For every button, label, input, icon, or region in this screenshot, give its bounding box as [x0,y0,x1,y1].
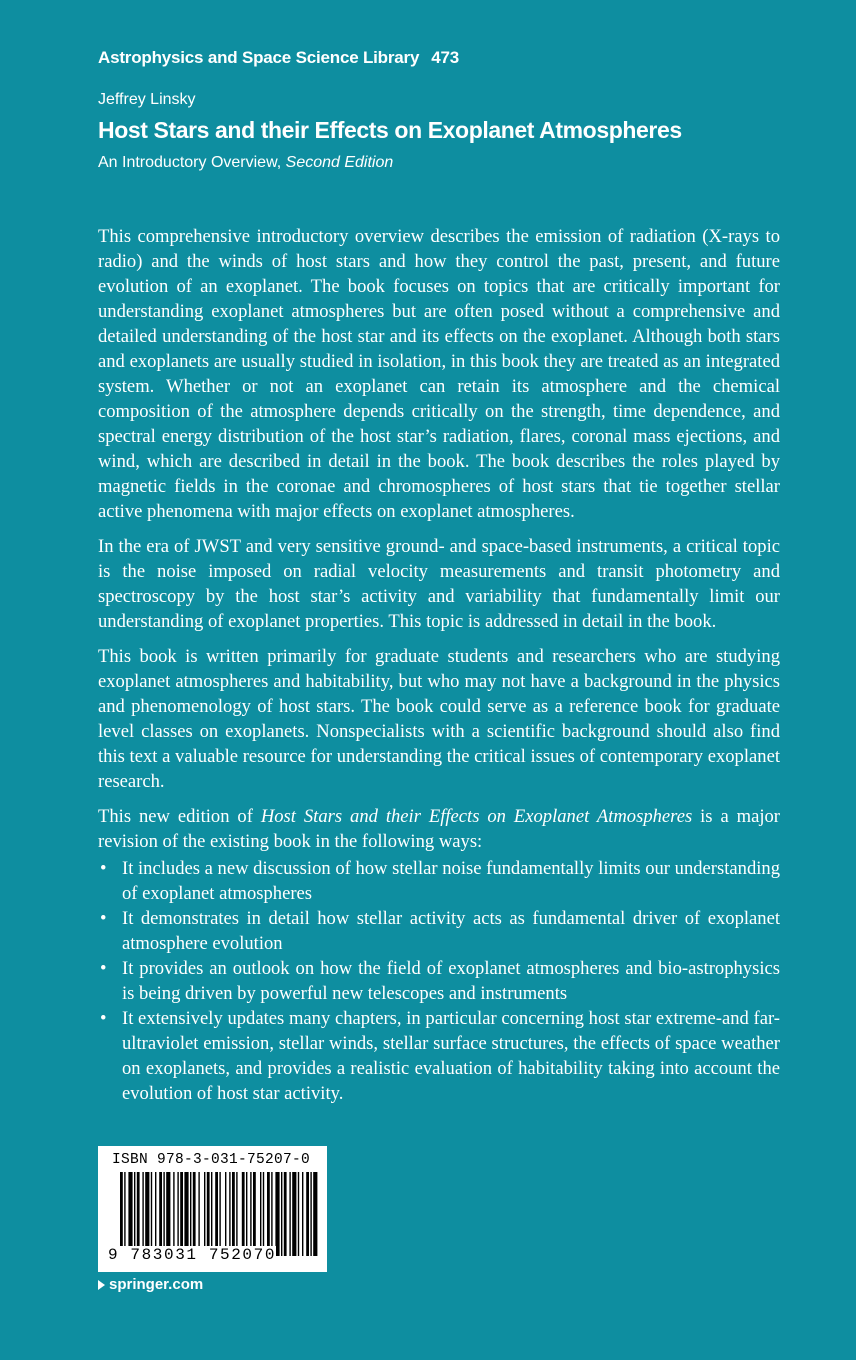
barcode-bar [236,1172,237,1256]
author-name: Jeffrey Linsky [98,91,196,108]
bullet-icon: • [100,1008,107,1029]
list-item-text: It demonstrates in detail how stellar activity acts as fundamental driver of exoplanet atmosphere evolution [122,908,780,954]
barcode-bar [145,1172,149,1256]
book-subtitle [98,154,393,172]
bullet-icon: • [100,958,107,979]
p4-lead: This new edition of [98,806,261,827]
edition-text: Second Edition [285,154,394,171]
barcode-bar [177,1172,178,1256]
barcode-bar [310,1172,311,1256]
barcode-bar [142,1172,143,1256]
list-item [98,956,780,1006]
barcode-digits: 9 783031 752070 [108,1246,277,1264]
blurb [98,224,780,1106]
barcode-bar [198,1172,199,1256]
list-item [98,1006,780,1106]
barcode-bar [313,1172,317,1256]
barcode-bar [275,1172,279,1256]
barcode-bar [232,1172,235,1256]
barcode-bar [229,1172,230,1256]
barcode-bar [289,1172,290,1256]
barcode-bar [134,1172,135,1256]
book-title: Host Stars and their Effects on Exoplanet Atmospheres [98,117,682,143]
list-item-text: It provides an outlook on how the field of exoplanet atmospheres and bio-astrophysics is being driven by powerful new telescopes and instruments [122,958,780,1004]
blurb-paragraph-2: In the era of JWST and very sensitive ground- and space-based instruments, a critical topic is the noise imposed on radial velocity measurements and transit photometry and spectroscopy by the host star’s activity and variability that fundamentally limit our understanding of exoplanet properties. This topic is addressed in detail in the book. [98,536,780,632]
barcode-bar [302,1172,303,1256]
barcode-bar [184,1172,188,1256]
list-item-text: It extensively updates many chapters, in particular concerning host star extreme-and far-ultraviolet emission, stellar winds, stellar surface structures, the effects of space weather on exoplanets, and provides a realistic evaluation of habitability taking into account the evolution of host star activity. [122,1008,780,1104]
barcode-bar [120,1172,123,1256]
barcode-bar [298,1172,299,1256]
barcode-bar [260,1172,261,1256]
barcode-bar [253,1172,256,1256]
barcode-bar [215,1172,218,1256]
list-item-text: It includes a new discussion of how stellar noise fundamentally limits our understanding of exoplanet atmospheres [122,858,780,904]
barcode-bar [284,1172,287,1256]
series-name: Astrophysics and Space Science Library [98,48,420,67]
barcode-bar [173,1172,174,1256]
barcode-bar [306,1172,309,1256]
barcode-bar [219,1172,220,1256]
barcode-bar [124,1172,125,1256]
barcode-bar [211,1172,212,1256]
barcode-bar [281,1172,282,1256]
subtitle-text: An Introductory Overview, [98,154,282,171]
barcode-bar [155,1172,156,1256]
changes-list [98,856,780,1106]
blurb-paragraph-1: This comprehensive introductory overview describes the emission of radiation (X-rays to radio) and the winds of host stars and how they control the past, present, and future evolution of an exoplanet. The book focuses on topics that are critically important for understanding exoplanet atmospheres but are often posed without a comprehensive and detailed understanding of the host star and its effects on the exoplanet. Although both stars and exoplanets are usually studied in isolation, in this book they are treated as an integrated system. Whether or not an exoplanet can retain its atmosphere and the chemical composition of the atmosphere depends critically on the strength, time dependence, and spectral energy distribution of the host star’s radiation, flares, coronal mass ejections, and wind, which are described in detail in the book. The book describes the roles played by magnetic fields in the coronae and chromospheres of host stars that tie together stellar active phenomena with major effects on exoplanet atmospheres. [98,226,780,522]
publisher-link[interactable] [98,1276,203,1293]
isbn-label: ISBN 978-3-031-75207-0 [112,1152,311,1168]
series-line [98,48,459,68]
barcode-bar [163,1172,164,1256]
arrow-right-icon [98,1280,105,1290]
barcode-bar [151,1172,152,1256]
publisher-url: springer.com [109,1276,204,1293]
blurb-paragraph-4 [98,804,780,854]
p4-tail: is a major revision of the existing book in the following ways: [98,806,780,852]
barcode-bar [193,1172,196,1256]
barcode-bar [271,1172,272,1256]
blurb-paragraph-3: This book is written primarily for graduate students and researchers who are studying exoplanet atmospheres and habitability, but who may not have a background in the physics and phenomenology of host stars. The book could serve as a reference book for graduate level classes on exoplanets. Nonspecialists with a scientific background should also find this text a valuable resource for understanding the critical issues of contemporary exoplanet research. [98,646,780,792]
barcode-bar [207,1172,210,1256]
barcode-bar [225,1172,226,1256]
barcode-bar [267,1172,270,1256]
list-item [98,856,780,906]
barcode-bar [159,1172,162,1256]
barcode-bar [292,1172,296,1256]
bullet-icon: • [100,858,107,879]
barcode-bar [166,1172,170,1256]
isbn-barcode [98,1146,327,1272]
p4-book-title: Host Stars and their Effects on Exoplanet Atmospheres [260,806,693,827]
barcode-bar [250,1172,251,1256]
series-volume: 473 [431,48,459,67]
barcode-bar [246,1172,247,1256]
barcode-bar [128,1172,132,1256]
barcode-bar [190,1172,191,1256]
list-item [98,906,780,956]
barcode-bar [137,1172,140,1256]
barcode-bar [204,1172,205,1256]
barcode-bar [180,1172,183,1256]
bullet-icon: • [100,908,107,929]
barcode-bar [263,1172,264,1256]
barcode-bar [242,1172,245,1256]
